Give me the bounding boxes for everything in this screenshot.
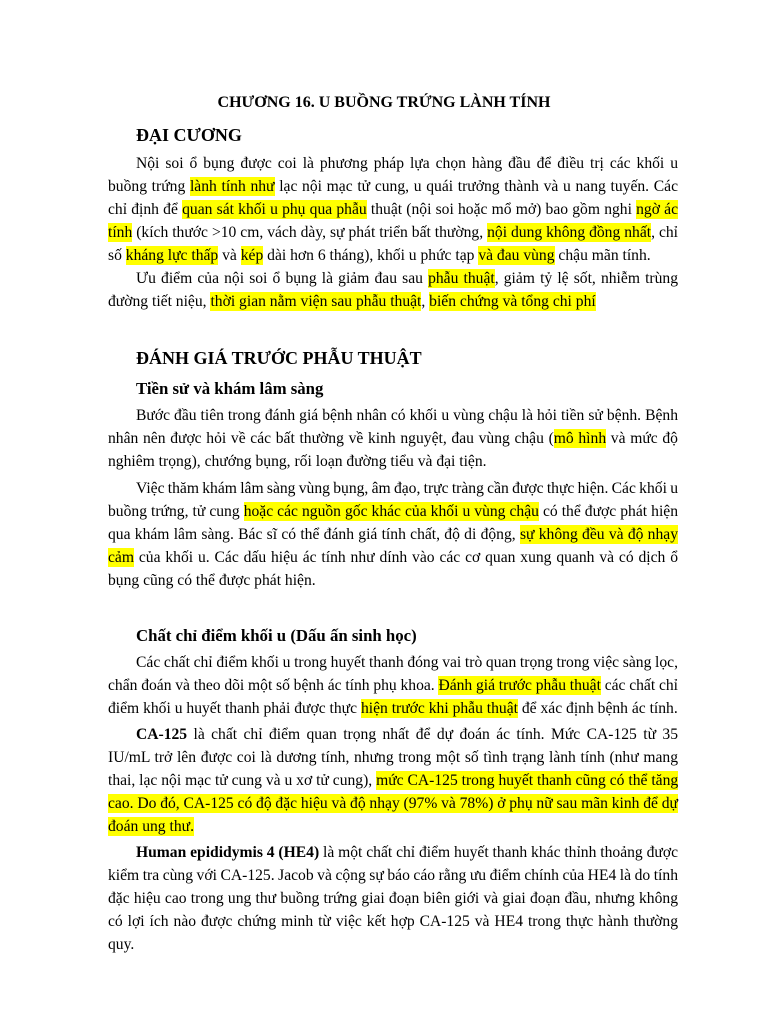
highlighted-text: nội dung không đồng nhất <box>487 224 652 241</box>
text-run: IU/mL trở lên được coi là dương tính, nhưng trong một số tình trạng lành tính (như mang <box>108 749 678 766</box>
highlighted-text: kháng lực thấp <box>125 247 219 264</box>
text-run: nghiêm trọng), chướng bụng, rối loạn đường tiểu và đại tiện. <box>108 453 487 470</box>
highlighted-text: cảm <box>108 549 134 566</box>
section-heading-general: ĐẠI CƯƠNG <box>136 125 242 145</box>
text-line <box>108 723 678 746</box>
highlighted-text: đoán ung thư. <box>108 818 194 835</box>
paragraph <box>108 152 678 267</box>
text-run: chậu mãn tính. <box>554 247 651 264</box>
document-body <box>108 91 678 956</box>
paragraph <box>108 651 678 720</box>
highlighted-text: mức CA-125 trong huyết thanh cũng có thể tăng <box>376 772 679 789</box>
text-run: , giảm tỷ lệ sốt, nhiễm trùng <box>494 270 678 287</box>
text-run: Ưu điểm của nội soi ổ bụng là giảm đau sau <box>136 270 429 287</box>
text-line <box>108 152 678 175</box>
text-run: , <box>421 293 430 310</box>
text-run: lạc nội mạc tử cung, u quái trưởng thành và u nang tuyến. Các <box>274 178 678 195</box>
highlighted-text: Đánh giá trước phẫu thuật <box>438 677 601 694</box>
text-line <box>108 267 678 290</box>
text-run: bụng cũng có thể được phát hiện. <box>108 572 316 589</box>
text-run: dài hơn 6 tháng), khối u phức tạp <box>263 247 479 264</box>
text-line <box>108 500 678 523</box>
text-run: của khối u. Các dấu hiệu ác tính như dính vào các cơ quan xung quanh và có dịch ổ <box>133 549 678 566</box>
highlighted-text: tính <box>108 224 133 241</box>
paragraph <box>108 841 678 956</box>
text-line <box>108 910 678 933</box>
text-run: là một chất chỉ điểm huyết thanh khác thỉnh thoảng được <box>319 844 678 861</box>
highlighted-text: hiện trước khi phẫu thuật <box>360 700 518 717</box>
text-line <box>108 427 678 450</box>
text-run: buồng trứng, tử cung <box>108 503 244 520</box>
text-run: chẩn đoán và theo dõi một số bệnh ác tính phụ khoa. <box>108 677 439 694</box>
highlighted-text: lành tính như <box>189 178 275 195</box>
text-run: Nội soi ổ bụng được coi là phương pháp lựa chọn hàng đầu để điều trị các khối u <box>136 155 678 172</box>
text-line <box>108 450 678 473</box>
highlighted-text: phẫu thuật <box>428 270 495 287</box>
text-run: và mức độ <box>606 430 678 447</box>
paragraph <box>108 267 678 313</box>
text-run: các chất chỉ <box>600 677 678 694</box>
text-run: điểm khối u huyết thanh phải được thực <box>108 700 361 717</box>
text-run: số <box>108 247 126 264</box>
text-run: để xác định bệnh ác tính. <box>517 700 678 717</box>
text-run: có lợi ích nào được chứng minh từ việc kết hợp CA-125 và HE4 trong thực hành thường <box>108 913 678 930</box>
text-line <box>108 221 678 244</box>
subsection-heading-markers: Chất chỉ điểm khối u (Dấu ấn sinh học) <box>136 626 417 645</box>
text-line <box>108 546 678 569</box>
text-run: quy. <box>108 936 135 953</box>
text-run: qua khám lâm sàng. Bác sĩ có thể đánh giá tính chất, độ di động, <box>108 526 520 543</box>
text-run: Các chất chỉ điểm khối u trong huyết thanh đóng vai trò quan trọng trong việc sàng lọc, <box>136 654 678 671</box>
text-line <box>108 175 678 198</box>
text-run: là chất chỉ điểm quan trọng nhất để dự đoán ác tính. Mức CA-125 từ 35 <box>187 726 678 743</box>
text-run: và <box>218 247 241 264</box>
text-line <box>108 841 678 864</box>
highlighted-text: sự không đều và độ nhạy <box>519 526 678 543</box>
text-line <box>108 569 678 592</box>
highlighted-text: ngờ ác <box>636 201 679 218</box>
text-run: đường tiết niệu, <box>108 293 211 310</box>
text-line <box>108 198 678 221</box>
text-run: chỉ định để <box>108 201 183 218</box>
paragraph <box>108 477 678 592</box>
text-run: có thể được phát hiện <box>538 503 678 520</box>
text-line <box>108 697 678 720</box>
text-line <box>108 290 678 313</box>
text-run: (kích thước >10 cm, vách dày, sự phát triển bất thường, <box>132 224 488 241</box>
paragraph <box>108 404 678 473</box>
highlighted-text: quan sát khối u phụ qua phẫu <box>182 201 367 218</box>
text-line <box>108 864 678 887</box>
paragraph <box>108 723 678 838</box>
text-line <box>108 746 678 769</box>
highlighted-text: kép <box>240 247 264 264</box>
text-run: thuật (nội soi hoặc mổ mở) bao gồm nghi <box>366 201 637 218</box>
text-line <box>108 887 678 910</box>
subsection-heading-history: Tiền sử và khám lâm sàng <box>136 379 324 398</box>
text-line <box>108 674 678 697</box>
highlighted-text: cao. Do đó, CA-125 có độ đặc hiệu và độ nhạy (97% và 78%) ở phụ nữ sau mãn kinh để dự <box>108 795 678 812</box>
text-line <box>108 815 678 838</box>
text-line <box>108 651 678 674</box>
text-line <box>108 933 678 956</box>
text-run: đặc hiệu cao trong ung thư buồng trứng giai đoạn biên giới và giai đoạn đầu, nhưng không <box>108 890 678 907</box>
highlighted-text: thời gian nằm viện sau phẫu thuật <box>210 293 422 310</box>
bold-term: CA-125 <box>136 726 188 743</box>
text-run: thai, lạc nội mạc tử cung và u xơ tử cung), <box>108 772 377 789</box>
text-line <box>108 792 678 815</box>
text-line <box>108 404 678 427</box>
highlighted-text: mô hình <box>553 430 607 447</box>
text-run: Việc thăm khám lâm sàng vùng bụng, âm đạo, trực tràng cần được thực hiện. Các khối u <box>136 480 678 497</box>
text-line <box>108 769 678 792</box>
text-run: buồng trứng <box>108 178 190 195</box>
chapter-title: CHƯƠNG 16. U BUỒNG TRỨNG LÀNH TÍNH <box>217 94 551 111</box>
highlighted-text: biến chứng và tổng chi phí <box>429 293 596 310</box>
text-line <box>108 477 678 500</box>
text-line <box>108 244 678 267</box>
text-run: , chỉ <box>651 224 678 241</box>
highlighted-text: và đau vùng <box>478 247 555 264</box>
text-run: Bước đầu tiên trong đánh giá bệnh nhân có khối u vùng chậu là hỏi tiền sử bệnh. Bệnh <box>136 407 678 424</box>
text-run: kiểm tra cùng với CA-125. Jacob và cộng sự báo cáo rằng ưu điểm chính của HE4 là do tính <box>108 867 678 884</box>
text-run: nhân nên được hỏi về các bất thường về kinh nguyệt, đau vùng chậu ( <box>108 430 554 447</box>
text-line <box>108 523 678 546</box>
bold-term: Human epididymis 4 (HE4) <box>136 844 320 861</box>
highlighted-text: hoặc các nguồn gốc khác của khối u vùng chậu <box>243 503 539 520</box>
section-heading-preoperative: ĐÁNH GIÁ TRƯỚC PHẪU THUẬT <box>136 348 422 368</box>
